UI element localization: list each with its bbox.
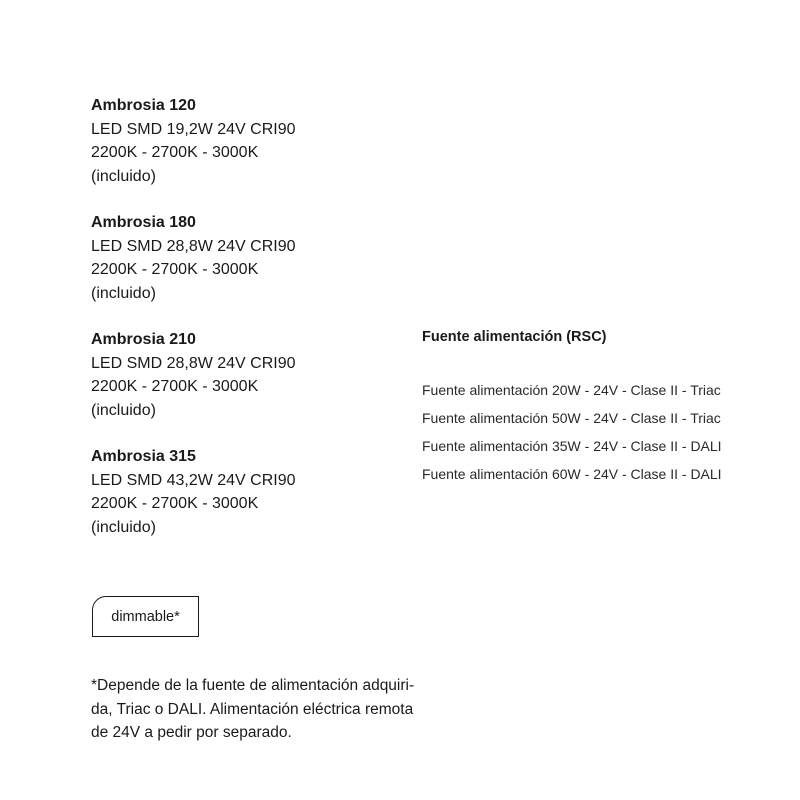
product-name: Ambrosia 180 <box>91 214 196 231</box>
power-supply-item: Fuente alimentación 50W - 24V - Clase II - Triac <box>422 410 721 426</box>
footnote-line: de 24V a pedir por separado. <box>91 724 292 741</box>
product-name: Ambrosia 315 <box>91 448 196 465</box>
footnote-line: *Depende de la fuente de alimentación adquiri- <box>91 677 415 694</box>
product-spec: LED SMD 19,2W 24V CRI90 <box>91 120 296 138</box>
product-note: (incluido) <box>91 401 156 419</box>
product-color-temps: 2200K - 2700K - 3000K <box>91 495 259 512</box>
product-block-ambrosia-210 <box>91 328 411 422</box>
product-note: (incluido) <box>91 167 156 185</box>
product-spec: LED SMD 28,8W 24V CRI90 <box>91 354 296 372</box>
product-note: (incluido) <box>91 518 156 536</box>
product-note: (incluido) <box>91 284 156 302</box>
product-name: Ambrosia 120 <box>91 97 196 114</box>
product-spec: LED SMD 43,2W 24V CRI90 <box>91 471 296 489</box>
product-color-temps: 2200K - 2700K - 3000K <box>91 144 259 161</box>
product-color-temps: 2200K - 2700K - 3000K <box>91 261 259 278</box>
product-block-ambrosia-180 <box>91 211 411 305</box>
footnote <box>91 674 451 745</box>
product-name: Ambrosia 210 <box>91 331 196 348</box>
power-supply-item: Fuente alimentación 20W - 24V - Clase II - Triac <box>422 382 721 398</box>
dimmable-badge <box>92 596 199 637</box>
footnote-line: da, Triac o DALI. Alimentación eléctrica remota <box>91 700 414 718</box>
product-block-ambrosia-315 <box>91 445 411 539</box>
power-supply-item: Fuente alimentación 35W - 24V - Clase II - DALI <box>422 438 722 454</box>
power-supply-item: Fuente alimentación 60W - 24V - Clase II - DALI <box>422 466 722 482</box>
product-block-ambrosia-120 <box>91 94 411 188</box>
product-color-temps: 2200K - 2700K - 3000K <box>91 378 259 395</box>
power-supply-title: Fuente alimentación (RSC) <box>422 329 607 345</box>
dimmable-badge-label: dimmable* <box>111 608 180 625</box>
power-supply-section <box>422 329 782 488</box>
product-spec: LED SMD 28,8W 24V CRI90 <box>91 237 296 255</box>
